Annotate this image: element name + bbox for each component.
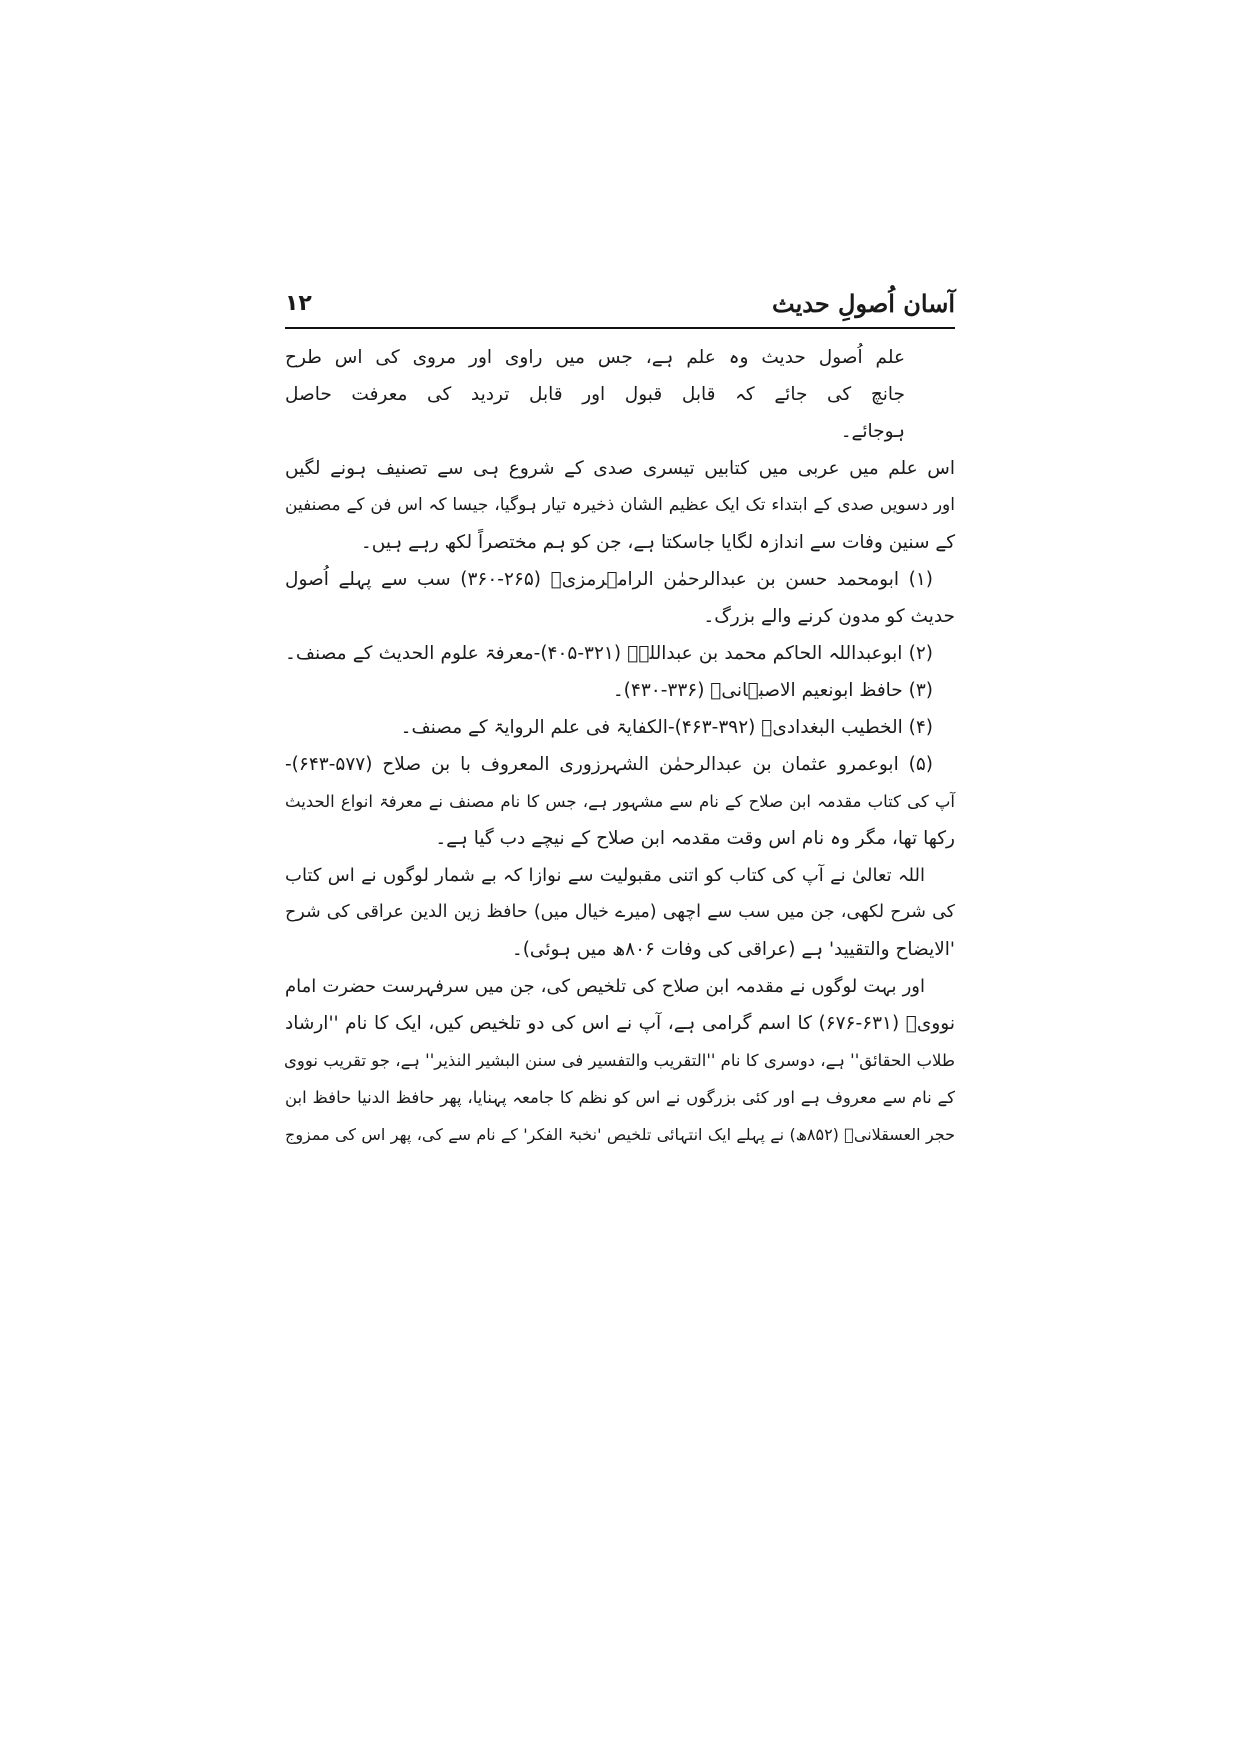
paragraph-4-line-5: حجر العسقلانیؒ (۸۵۲ھ) نے پہلے ایک انتہائی تلخیص 'نخبۃ الفکر' کے نام سے کی، پھر اس کی ممزوج: [285, 1125, 956, 1144]
paragraph-3-line-2: کی شرح لکھی، جن میں سب سے اچھی (میرے خیال میں) حافظ زین الدین عراقی کی شرح: [285, 902, 955, 922]
list-item-1-line-2: حدیث کو مدون کرنے والے بزرگ۔: [703, 606, 955, 627]
definition-line-2: جانچ کی جائے کہ قابل قبول اور قابل تردید کی معرفت حاصل: [285, 384, 905, 405]
list-item-1-line-1: (۱) ابومحمد حسن بن عبدالرحمٰن الرامہرمزیؒ (۲۶۵-۳۶۰) سب سے پہلے اُصول: [285, 569, 933, 590]
paragraph-4-line-4: کے نام سے معروف ہے اور کئی بزرگوں نے اس کو نظم کا جامعہ پہنایا، پھر حافظ الدنیا حافظ ابن: [285, 1088, 955, 1107]
list-item-2: (۲) ابوعبداللہ الحاکم محمد بن عبداللہؒ (۳۲۱-۴۰۵)-معرفۃ علوم الحدیث کے مصنف۔: [285, 643, 933, 664]
paragraph-1-line-1: اس علم میں عربی میں کتابیں تیسری صدی کے شروع ہی سے تصنیف ہونے لگیں: [285, 458, 955, 479]
page-number: ۱۲: [285, 291, 312, 316]
paragraph-3-line-1: اللہ تعالیٰ نے آپ کی کتاب کو اتنی مقبولیت سے نوازا کہ بے شمار لوگوں نے اس کتاب: [285, 865, 925, 886]
book-page: [285, 285, 955, 1153]
paragraph-4-line-3: طلاب الحقائق'' ہے، دوسری کا نام ''التقریب والتفسیر فی سنن البشیر النذیر'' ہے، جو تقریب نووی: [283, 1051, 955, 1070]
list-item-4: (۴) الخطیب البغدادیؒ (۳۹۲-۴۶۳)-الکفایۃ فی علم الروایۃ کے مصنف۔: [400, 717, 933, 738]
paragraph-4-line-2: نوویؒ (۶۳۱-۶۷۶) کا اسم گرامی ہے، آپ نے اس کی دو تلخیص کیں، ایک کا نام ''ارشاد: [285, 1013, 955, 1034]
paragraph-3-line-3: 'الایضاح والتقیید' ہے (عراقی کی وفات ۸۰۶ھ میں ہوئی)۔: [511, 939, 955, 960]
book-title: آسان اُصولِ حدیث: [772, 289, 955, 318]
definition-line-1: علم اُصول حدیث وہ علم ہے، جس میں راوی اور مروی کی اس طرح: [285, 347, 905, 368]
paragraph-4-line-1: اور بہت لوگوں نے مقدمہ ابن صلاح کی تلخیص کی، جن میں سرفہرست حضرت امام: [285, 976, 925, 997]
paragraph-2-line-2: رکھا تھا، مگر وہ نام اس وقت مقدمہ ابن صلاح کے نیچے دب گیا ہے۔: [435, 828, 955, 849]
paragraph-1-line-3: کے سنین وفات سے اندازہ لگایا جاسکتا ہے، جن کو ہم مختصراً لکھ رہے ہیں۔: [360, 532, 955, 553]
list-item-3: (۳) حافظ ابونعیم الاصبہانیؒ (۳۳۶-۴۳۰)۔: [612, 680, 933, 701]
page-header: [285, 285, 955, 329]
page-body: [285, 339, 955, 1153]
definition-line-3: ہوجائے۔: [840, 421, 905, 442]
paragraph-1-line-2: اور دسویں صدی کے ابتداء تک ایک عظیم الشان ذخیرہ تیار ہوگیا، جیسا کہ اس فن کے مصنفین: [285, 495, 955, 515]
list-item-5: (۵) ابوعمرو عثمان بن عبدالرحمٰن الشہرزوری المعروف با بن صلاح (۵۷۷-۶۴۳)-: [285, 754, 933, 775]
paragraph-2-line-1: آپ کی کتاب مقدمہ ابن صلاح کے نام سے مشہور ہے، جس کا نام مصنف نے معرفۃ انواع الحدیث: [285, 792, 955, 811]
